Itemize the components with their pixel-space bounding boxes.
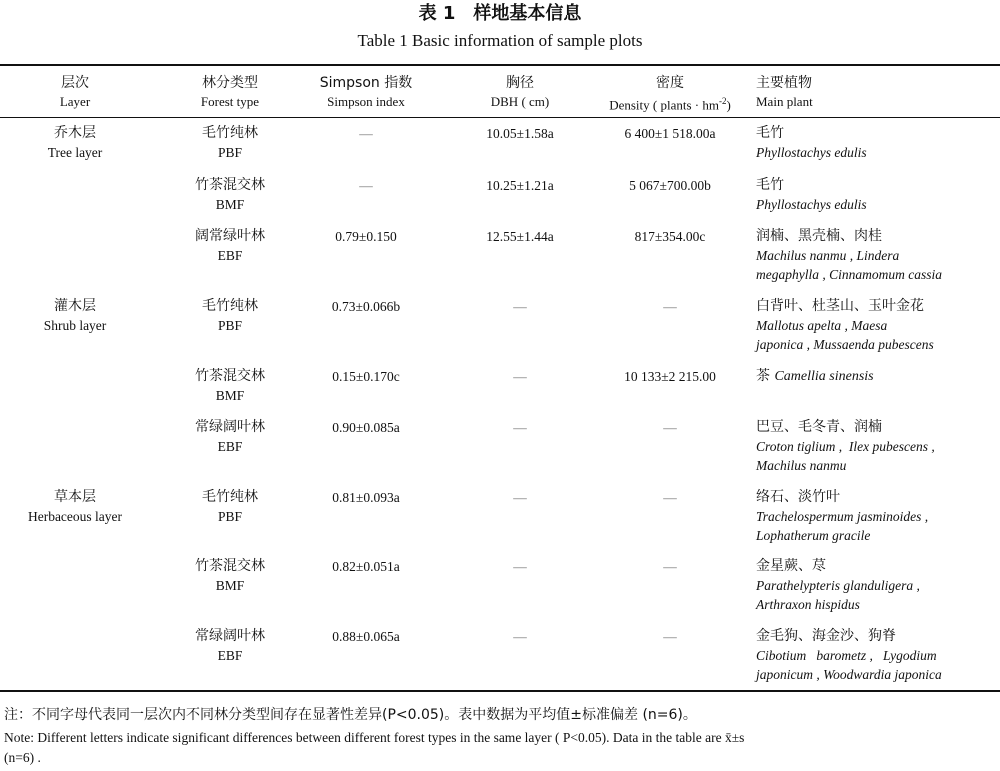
main-plant-cn-text: 金毛狗、海金沙、狗脊 (756, 628, 896, 644)
forest-type-cn: 竹茶混交林 (195, 368, 265, 384)
table-title-cn: 表 1 样地基本信息 (418, 3, 582, 24)
header-simpson-cn: Simpson 指数 (319, 75, 413, 91)
main-plant-latin: Lophatherum gracile (756, 528, 871, 543)
header-forest-type-cn: 林分类型 (202, 75, 258, 91)
main-plant-latin: Mallotus apelta , Maesa (756, 318, 888, 333)
layer-cn: 灌木层 (54, 298, 96, 314)
dbh-value: — (513, 559, 527, 574)
forest-type-en: EBF (217, 439, 243, 454)
main-plant-cn-text: 金星蕨、荩 (756, 558, 826, 574)
main-plant-latin: Parathelypteris glanduligera , (756, 578, 920, 593)
layer-cn: 草本层 (54, 489, 96, 505)
main-plant-cn-text: 茶 (756, 368, 775, 384)
main-plant-cn (756, 124, 1000, 143)
dbh-value: — (513, 369, 527, 384)
main-plant-cn-text: 白背叶、杜茎山、玉叶金花 (756, 298, 924, 314)
density-value: — (663, 629, 677, 644)
density-value: — (663, 559, 677, 574)
simpson-value: 0.73±0.066b (331, 299, 401, 314)
header-density-unit-end: ) (726, 97, 731, 113)
header-density-en (585, 92, 755, 114)
header-density-cn: 密度 (656, 75, 684, 91)
simpson-value: 0.79±0.150 (335, 229, 397, 244)
main-plant-latin: Phyllostachys edulis (756, 197, 867, 212)
main-plant-latin: Trachelospermum jasminoides , (756, 509, 929, 524)
simpson-value: 0.15±0.170c (332, 369, 400, 384)
forest-type-en: BMF (215, 197, 245, 212)
note-cn: 注：不同字母代表同一层次内不同林分类型间存在显著性差异(P<0.05)。表中数据为平均值±标准偏差 (n=6)。 (4, 707, 697, 723)
layer-en: Shrub layer (43, 318, 107, 333)
main-plant-latin: Phyllostachys edulis (756, 145, 867, 160)
main-plant-cn (756, 297, 1000, 316)
forest-type-en: PBF (217, 318, 243, 333)
density-value: — (663, 299, 677, 314)
header-simpson-en (296, 92, 436, 111)
main-plant-latin: Croton tiglium , Ilex pubescens , (756, 439, 935, 454)
density-value: — (663, 490, 677, 505)
main-plant-cn (756, 557, 1000, 576)
note-en-line2: (n=6) . (4, 750, 41, 765)
header-forest-type-en (150, 92, 310, 111)
header-dbh-en-text: DBH ( cm) (490, 94, 550, 109)
layer-en: Tree layer (47, 145, 103, 160)
main-plant-latin: megaphylla , Cinnamomum cassia (756, 267, 942, 282)
forest-type-cn: 毛竹纯林 (202, 298, 258, 314)
forest-type-en: BMF (215, 388, 245, 403)
header-simpson-en-text: Simpson index (327, 94, 405, 109)
density-value: 817±354.00c (634, 229, 706, 244)
layer-en: Herbaceous layer (27, 509, 123, 524)
main-plant-latin-inline: Camellia sinensis (774, 369, 874, 384)
main-plant-cn (756, 176, 1000, 195)
header-dbh-en (450, 92, 590, 111)
forest-type-en: EBF (217, 648, 243, 663)
main-plant-latin: japonica , Mussaenda pubescens (756, 337, 934, 352)
main-plant-cn-text: 毛竹 (756, 177, 784, 193)
simpson-value: 0.90±0.085a (332, 420, 400, 435)
header-layer-en-text: Layer (59, 94, 91, 109)
main-plant-cn (756, 227, 1000, 246)
simpson-value: 0.82±0.051a (332, 559, 400, 574)
forest-type-cn: 常绿阔叶林 (195, 628, 265, 644)
main-plant-latin: japonicum , Woodwardia japonica (756, 667, 942, 682)
dbh-value: — (513, 299, 527, 314)
forest-type-cn: 竹茶混交林 (195, 558, 265, 574)
forest-type-cn: 竹茶混交林 (195, 177, 265, 193)
main-plant-latin: Cibotium barometz , Lygodium (756, 648, 937, 663)
simpson-value: 0.88±0.065a (332, 629, 400, 644)
header-dbh-cn: 胸径 (506, 75, 534, 91)
table-title-en: Table 1 Basic information of sample plots (357, 31, 643, 50)
main-plant-cn (756, 418, 1000, 437)
forest-type-cn: 毛竹纯林 (202, 489, 258, 505)
main-plant-latin: Arthraxon hispidus (756, 597, 860, 612)
density-value: 6 400±1 518.00a (624, 126, 716, 141)
header-density-en-text: Density ( plants · hm (609, 97, 719, 113)
forest-type-en: BMF (215, 578, 245, 593)
header-density-unit-exp: -2 (718, 96, 727, 106)
main-plant-cn (756, 488, 1000, 507)
forest-type-en: PBF (217, 509, 243, 524)
header-main-plant-cn: 主要植物 (756, 75, 812, 91)
dbh-value: — (513, 629, 527, 644)
main-plant-cn-text: 毛竹 (756, 125, 784, 141)
main-plant-cn-text: 润楠、黑壳楠、肉桂 (756, 228, 882, 244)
note-en-line1: Note: Different letters indicate significant differences between different forest types in the same layer ( P<0.05). Data in the table are x̄±s (4, 730, 745, 745)
main-plant-cn (756, 627, 1000, 646)
dbh-value: 10.25±1.21a (486, 178, 554, 193)
main-plant-cn (756, 367, 1000, 386)
main-plant-latin: Machilus nanmu , Lindera (756, 248, 900, 263)
dbh-value: 12.55±1.44a (486, 229, 554, 244)
main-plant-cn-text: 巴豆、毛冬青、润楠 (756, 419, 882, 435)
top-rule (0, 64, 1000, 66)
header-main-plant-en-text: Main plant (756, 94, 813, 109)
dbh-value: 10.05±1.58a (486, 126, 554, 141)
forest-type-cn: 阔常绿叶林 (195, 228, 265, 244)
layer-cn: 乔木层 (54, 125, 96, 141)
header-rule (0, 117, 1000, 118)
header-layer-en (0, 92, 150, 111)
bottom-rule (0, 690, 1000, 692)
main-plant-cn-text: 络石、淡竹叶 (756, 489, 840, 505)
forest-type-cn: 毛竹纯林 (202, 125, 258, 141)
density-value: 10 133±2 215.00 (624, 369, 716, 384)
simpson-value: — (359, 126, 373, 141)
forest-type-cn: 常绿阔叶林 (195, 419, 265, 435)
dbh-value: — (513, 490, 527, 505)
dbh-value: — (513, 420, 527, 435)
simpson-value: 0.81±0.093a (332, 490, 400, 505)
forest-type-en: PBF (217, 145, 243, 160)
header-forest-type-en-text: Forest type (200, 94, 260, 109)
main-plant-latin: Machilus nanmu (756, 458, 847, 473)
header-layer-cn: 层次 (61, 75, 89, 91)
density-value: 5 067±700.00b (629, 178, 711, 193)
forest-type-en: EBF (217, 248, 243, 263)
header-main-plant-en (756, 92, 1000, 111)
density-value: — (663, 420, 677, 435)
simpson-value: — (359, 178, 373, 193)
